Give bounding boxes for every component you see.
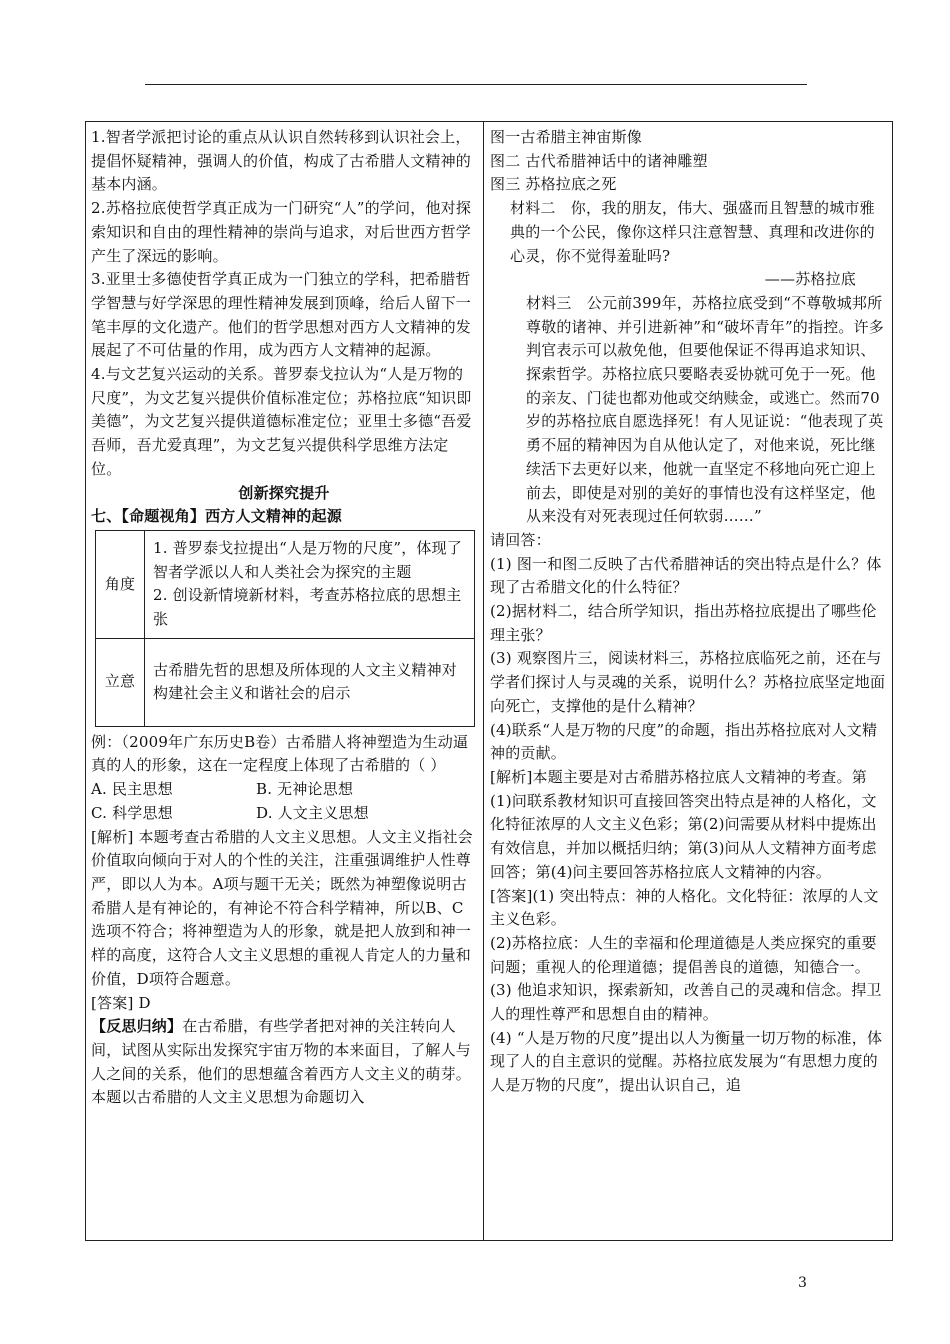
analysis-text: [解析] 本题考查古希腊的人文主义思想。人文主义指社会价值取向倾向于对人的个性的关注，注重强调维护人性尊严，即以人为本。A项与题干无关；既然为神塑像说明古希腊人是有神论的，有神论不符合科学精神，所以B、C选项不符合；将神塑造为人的形象，就是把人放到和神一样的高度，这符合人文主义思想的重视人肯定人的力量和价值，D项符合题意。 (91, 827, 473, 988)
point-3: 3.亚里士多德使哲学真正成为一门独立的学科，把希腊哲学智慧与好学深思的理性精神发展到顶峰，给后人留下一笔丰厚的文化遗产。他们的哲学思想对西方人文精神的发展起了不可估量的作用，成为西方人文精神的起源。 (91, 270, 472, 360)
option-b: B. 无神论思想 (256, 780, 354, 799)
figure-caption-1: 图一古希腊主神宙斯像 (490, 128, 643, 146)
figure-caption-2: 图二 古代希腊神话中的诸神雕塑 (490, 151, 708, 170)
reflection-paragraph (91, 1015, 477, 1110)
reflection-label: 【反思归纳】 (91, 1017, 183, 1036)
material-2: 材料二 你，我的朋友，伟大、强盛而且智慧的城市雅典的一个公民，像你这样只注意智慧、真理和改进你的心灵，你不觉得羞耻吗? (510, 199, 875, 265)
material-3: 材料三 公元前399年，苏格拉底受到“不尊敬城邦所尊敬的诸神、并引进新神”和“破坏青年”的指控。许多判官表示可以赦免他，但要他保证不得再追求知识、探索哲学。苏格拉底只要略表妥协就可免于一死。他的亲友、门徒也都劝他或交纳赎金，或逃亡。然而70岁的苏格拉底自愿选择死！有人见证说：“他表现了英勇不屈的精神因为自从他认定了，对他来说，死比继续活下去更好以来，他就一直坚定不移地向死亡迎上前去，即使是对别的美好的事情也没有这样坚定，他从来没有对死表现过任何软弱……” (526, 293, 885, 526)
answer-text: [答案] D (91, 993, 151, 1012)
section-heading: 七、【命题视角】西方人文精神的起源 (91, 507, 342, 526)
questions-intro: 请回答： (490, 530, 551, 549)
angle-item-2: 2. 创设新情境新材料，考查苏格拉底的思想主张 (153, 586, 462, 629)
row-label-angle: 角度 (96, 530, 145, 638)
table-row (96, 530, 475, 638)
question-4: (4)联系“人是万物的尺度”的命题，指出苏格拉底对人文精神的贡献。 (490, 720, 878, 763)
question-1: (1) 图一和图二反映了古代希腊神话的突出特点是什么？体现了古希腊文化的什么特征？ (490, 554, 882, 597)
point-1: 1.智者学派把讨论的重点从认识自然转移到认识社会上，提倡怀疑精神，强调人的价值，构成了古希腊人文精神的基本内涵。 (91, 128, 472, 194)
point-2: 2.苏格拉底使哲学真正成为一门研究“人”的学问，他对探索知识和自由的理性精神的崇尚与追求，对后世西方哲学产生了深远的影响。 (91, 199, 472, 265)
options-row-1 (91, 778, 477, 802)
analysis-text: [解析]本题主要是对古希腊苏格拉底人文精神的考查。第(1)问联系教材知识可直接回答突出特点是神的人格化，文化特征浓厚的人文主义色彩；第(2)问需要从材料中提炼出有效信息，并加以概括归纳；第(3)问从人文精神方面考虑回答；第(4)问主要回答苏格拉底人文精神的内容。 (490, 767, 877, 881)
answer-4: (4) “人是万物的尺度”提出以人为衡量一切万物的标准，体现了人的自主意识的觉醒。苏格拉底发展为“有思想力度的人是万物的尺度”，提出认识自己，追 (490, 1028, 883, 1095)
reflection-text: 在古希腊，有些学者把对神的关注转向人间，试图从实际出发探究宇宙万物的本来面目，了解人与人之间的关系，他们的思想蕴含着西方人文主义的萌芽。本题以古希腊的人文主义思想为命题切入 (91, 1017, 472, 1107)
example-question: 例：（2009年广东历史B卷）古希腊人将神塑造为生动逼真的人的形象，这在一定程度上体现了古希腊的（ ） (91, 732, 469, 775)
left-column (91, 126, 477, 1110)
column-divider (483, 121, 484, 1241)
figure-caption-3: 图三 苏格拉底之死 (490, 175, 617, 194)
proposition-table (95, 530, 475, 727)
material-2-signature: ——苏格拉底 (764, 270, 856, 289)
header-rule (145, 84, 807, 85)
row-label-intent: 立意 (96, 638, 145, 726)
section-title: 创新探究提升 (238, 483, 330, 502)
option-a: A. 民主思想 (91, 780, 173, 799)
intent-cell: 古希腊先哲的思想及所体现的人文主义精神对构建社会主义和谐社会的启示 (145, 638, 475, 726)
question-3: (3) 观察图片三，阅读材料三，苏格拉底临死之前，还在与学者们探讨人与灵魂的关系，说明什么？苏格拉底坚定地面向死亡，支撑他的是什么精神？ (490, 649, 886, 715)
answer-1: [答案](1) 突出特点：神的人格化。文化特征：浓厚的人文主义色彩。 (490, 886, 879, 929)
option-c: C. 科学思想 (91, 803, 173, 822)
answer-2: (2)苏格拉底：人生的幸福和伦理道德是人类应探究的重要问题；重视人的伦理道德；提倡善良的道德，知德合一。 (490, 933, 877, 976)
angle-cell (145, 530, 475, 638)
right-column (490, 126, 886, 1098)
point-4: 4.与文艺复兴运动的关系。普罗泰戈拉认为“人是万物的尺度”，为文艺复兴提供价值标准定位；苏格拉底“知识即美德”，为文艺复兴提供道德标准定位；亚里士多德“吾爱吾师，吾尤爱真理”，为文艺复兴提供科学思维方法定位。 (91, 365, 472, 478)
page-number: 3 (798, 1275, 807, 1291)
question-2: (2)据材料二，结合所学知识，指出苏格拉底提出了哪些伦理主张？ (490, 602, 877, 644)
answer-3: (3) 他追求知识，探索新知，改善自己的灵魂和信念。捍卫人的理性尊严和思想自由的精神。 (490, 981, 882, 1024)
option-d: D. 人文主义思想 (256, 803, 369, 822)
options-row-2 (91, 802, 477, 826)
angle-item-1: 1. 普罗泰戈拉提出“人是万物的尺度”，体现了智者学派以人和人类社会为探究的主题 (153, 538, 463, 581)
table-row (96, 638, 475, 726)
